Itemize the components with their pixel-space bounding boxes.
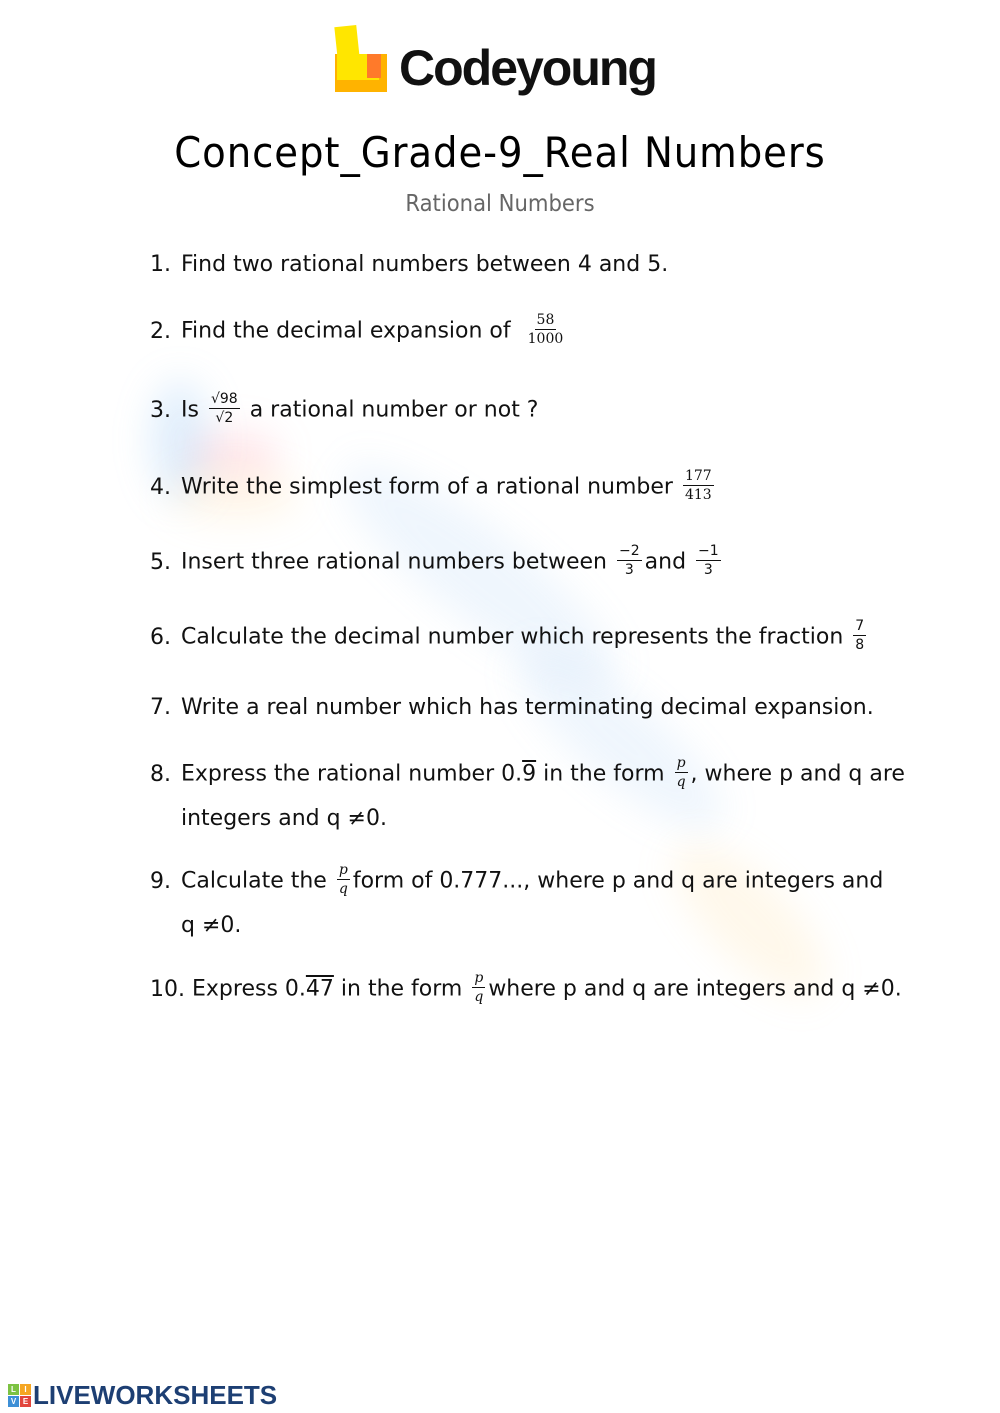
codeyoung-logo [333,24,673,104]
fraction: $\frac{p}{q}$ [338,862,348,897]
fraction: $\frac{177}{413}$ [684,468,712,503]
fraction: $\frac{-2}{3}$ [619,543,640,578]
question-2: 2. Find the decimal expansion of $\frac{58}{1000}$ [150,312,564,347]
question-text: Calculate the decimal number which represents the fraction [181,624,844,650]
question-continuation: q ≠0. [181,913,242,938]
page-title: Concept_Grade-9_Real Numbers [174,128,826,177]
question-text: Insert three rational numbers between [181,549,607,575]
question-9: 9. Calculate the $\frac{p}{q}$ form of 0.777..., where p and q are integers and q ≠0. [150,862,884,938]
liveworksheets-wordmark: LIVEWORKSHEETS [33,1379,278,1410]
logo-wordmark: Codeyoung [399,40,656,96]
question-4: 4. Write the simplest form of a rational number $\frac{177}{413}$ [150,468,712,503]
question-text: Write a real number which has terminating decimal expansion. [181,695,874,720]
question-3: 3. Is $\frac{√98}{√2}$ a rational number or not ? [150,391,539,426]
page-subtitle: Rational Numbers [405,191,595,217]
fraction: $\frac{7}{8}$ [855,618,865,653]
question-text: a rational number or not ? [249,397,539,423]
question-5: 5. Insert three rational numbers between $\frac{-2}{3}$ and $\frac{-1}{3}$ [150,543,719,578]
fraction: $\frac{-1}{3}$ [698,543,719,578]
question-7: 7. Write a real number which has terminating decimal expansion. [150,695,874,720]
question-10: 10. Express 0.47 in the form $\frac{p}{q}$ where p and q are integers and q ≠0. [150,970,902,1005]
question-text: Find the decimal expansion of [181,318,511,344]
fraction: $\frac{58}{1000}$ [527,312,564,347]
question-1: 1. Find two rational numbers between 4 and 5. [150,252,669,277]
repeating-digits: 47 [305,976,334,1002]
liveworksheets-logo [8,1380,277,1410]
question-8: 8. Express the rational number 0.9 in the form $\frac{p}{q}$ , where p and q are integers and q ≠0. [150,755,905,831]
question-text: Find two rational numbers between 4 and 5. [181,252,669,277]
question-text: Write the simplest form of a rational number [181,474,673,500]
repeating-digit: 9 [522,761,537,787]
question-6: 6. Calculate the decimal number which represents the fraction $\frac{7}{8}$ [150,618,865,653]
fraction: $\frac{√98}{√2}$ [210,391,238,426]
fraction: $\frac{p}{q}$ [474,970,484,1005]
live-badge-icon: L I V E [8,1384,31,1407]
fraction: $\frac{p}{q}$ [676,755,686,790]
codeyoung-logo-mark-icon [333,24,389,96]
question-continuation: integers and q ≠0. [181,806,387,831]
